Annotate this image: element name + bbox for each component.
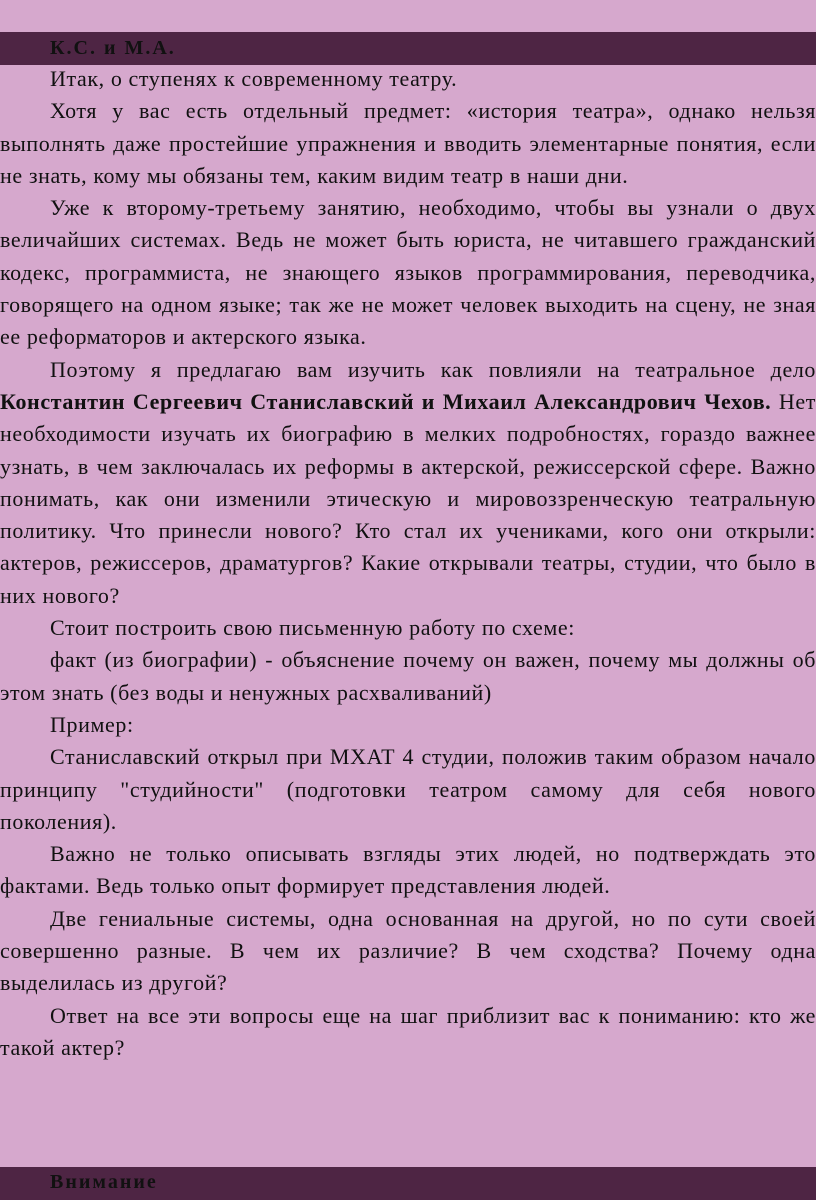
paragraph-scheme: Стоит построить свою письменную работу по схеме:: [50, 615, 575, 641]
paragraph-facts: Важно не только описывать взгляды этих людей, но подтверждать это фактами. Ведь только опыт формирует представления людей.: [0, 841, 816, 899]
authors-heading: К.С. и М.А.: [50, 37, 176, 59]
paragraph-history: Хотя у вас есть отдельный предмет: «история театра», однако нельзя выполнять даже простейшие упражнения и вводить элементарные понятия, если не знать, кому мы обязаны тем, каким видим театр в наши дни.: [0, 98, 816, 188]
document-body: [0, 63, 816, 1064]
paragraph-reformers-start: Поэтому я предлагаю вам изучить как повлияли на театральное дело: [50, 356, 816, 382]
reformers-names: Константин Сергеевич Станиславский и Михаил Александрович Чехов.: [0, 388, 772, 414]
paragraph-comparison: Две гениальные системы, одна основанная на другой, но по сути своей совершенно разные. В чем их различие? В чем сходства? Почему одна выделилась из другой?: [0, 905, 816, 996]
paragraph-scheme-detail: факт (из биографии) - объяснение почему он важен, почему мы должны об этом знать (без воды и ненужных расхваливаний): [0, 647, 816, 705]
paragraph-example: Станиславский открыл при МХАТ 4 студии, положив таким образом начало принципу "студийности" (подготовки театром самому для себя нового поколения).: [0, 744, 816, 834]
paragraph-intro: Итак, о ступенях к современному театру.: [50, 66, 458, 91]
attention-banner: [0, 1167, 816, 1200]
paragraph-example-label: Пример:: [50, 711, 134, 737]
authors-banner: [0, 32, 816, 65]
paragraph-systems: Уже к второму-третьему занятию, необходимо, чтобы вы узнали о двух величайших системах. Ведь не может быть юриста, не читавшего гражданский кодекс, программиста, не знающего языков программирования, переводчика, говорящего на одном языке; так же не может человек выходить на сцену, не зная ее реформаторов и актерского языка.: [0, 195, 816, 350]
attention-heading: Внимание: [50, 1171, 158, 1193]
paragraph-conclusion: Ответ на все эти вопросы еще на шаг приблизит вас к пониманию: кто же такой актер?: [0, 1002, 816, 1060]
paragraph-reformers: [0, 354, 816, 612]
paragraph-reformers-end: Нет необходимости изучать их биографию в мелких подробностях, гораздо важнее узнать, в чем заключалась их реформы в актерской, режиссерской сфере. Важно понимать, как они изменили этическую и мировоззренческую театральную политику. Что принесли нового? Кто стал их учениками, кого они открыли: актеров, режиссеров, драматургов? Какие открывали театры, студии, что было в них нового?: [0, 388, 816, 608]
